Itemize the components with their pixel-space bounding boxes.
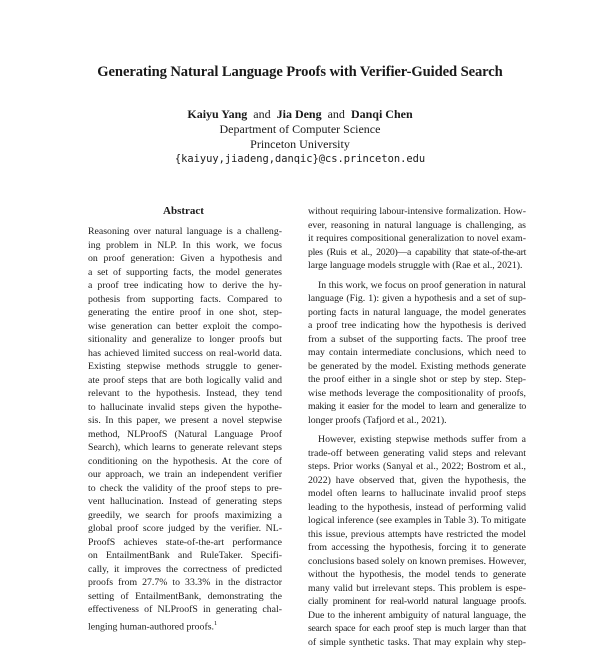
text-line: In this work, we focus on proof generation in natural bbox=[308, 279, 526, 293]
text-line: ples (Ruis et al., 2020)—a capability that state-of-the-art bbox=[308, 246, 526, 260]
text-line: method, NLProofS (Natural Language Proof bbox=[88, 428, 282, 442]
text-line: to check the validity of the proof steps to pre- bbox=[88, 482, 282, 496]
text-line: porting facts in natural language, the model generates bbox=[308, 306, 526, 320]
author-email: {kaiyuy,jiadeng,danqic}@cs.princeton.edu bbox=[0, 152, 600, 167]
text-line: of simple synthetic tasks. That may explain why step- bbox=[308, 636, 526, 649]
text-line: from a subset of the supporting facts. The proof tree bbox=[308, 333, 526, 347]
text-line: 2022) have observed that, given the hypothesis, the bbox=[308, 474, 526, 488]
text-line: greedily, we search for proofs maximizing a bbox=[88, 509, 282, 523]
text-line: on proof generation: Given a hypothesis and bbox=[88, 252, 282, 266]
author-university: Princeton University bbox=[0, 137, 600, 152]
text-line: wise methods leverage the compositionality of proofs, bbox=[308, 387, 526, 401]
abstract-body bbox=[88, 225, 282, 630]
text-line: trade-off between generating valid steps and relevant bbox=[308, 447, 526, 461]
text-line: Due to the inherent ambiguity of natural language, the bbox=[308, 609, 526, 623]
text-line: large language models struggle with (Rae et al., 2021). bbox=[308, 259, 526, 273]
text-line: lenging human-authored proofs.$^1$ bbox=[88, 617, 282, 631]
text-line: Reasoning over natural language is a challeng- bbox=[88, 225, 282, 239]
text-line: our approach, we train an independent verifier bbox=[88, 468, 282, 482]
author-department: Department of Computer Science bbox=[0, 122, 600, 137]
text-line: relevant to the hypothesis. Instead, they tend bbox=[88, 387, 282, 401]
text-line: without requiring labour-intensive formalization. How- bbox=[308, 205, 526, 219]
text-line: Existing stepwise methods struggle to gener- bbox=[88, 360, 282, 374]
text-line: many valid but irrelevant steps. This problem is espe- bbox=[308, 582, 526, 596]
text-line: conclusions based solely on known premises. However, bbox=[308, 555, 526, 569]
text-line: Search), which learns to generate relevant steps bbox=[88, 441, 282, 455]
text-line: to hallucinate invalid steps given the hypothe- bbox=[88, 401, 282, 415]
author-name: Jia Deng bbox=[277, 107, 322, 121]
text-line: without the hypothesis, the model tends to generate bbox=[308, 568, 526, 582]
author-separator: and bbox=[325, 107, 348, 121]
text-line: a proof tree indicating how to derive the hy- bbox=[88, 279, 282, 293]
text-line: ever, reasoning in natural language is challenging, as bbox=[308, 219, 526, 233]
text-line: sitionality and generalize to longer proofs but bbox=[88, 333, 282, 347]
text-line: conditioning on the hypothesis. At the core of bbox=[88, 455, 282, 469]
text-line: pothesis from supporting facts. Compared to bbox=[88, 293, 282, 307]
text-line: steps. Prior works (Sanyal et al., 2022; Bostrom et al., bbox=[308, 460, 526, 474]
text-line: a set of supporting facts, the model generates bbox=[88, 266, 282, 280]
text-line: longer proofs (Tafjord et al., 2021). bbox=[308, 414, 526, 428]
text-line: has achieved limited success on real-world data. bbox=[88, 347, 282, 361]
text-line: ProofS achieves state-of-the-art performance bbox=[88, 536, 282, 550]
text-line: model often learns to hallucinate invalid proof steps bbox=[308, 487, 526, 501]
author-separator: and bbox=[250, 107, 273, 121]
text-line: leading to the hypothesis, instead of performing valid bbox=[308, 501, 526, 515]
footnote-mark: 1 bbox=[214, 620, 217, 627]
text-line: cially prominent for real-world natural language proofs. bbox=[308, 595, 526, 609]
text-line: ate proof steps that are both logically valid and bbox=[88, 374, 282, 388]
text-line: vent hallucination. Instead of generating steps bbox=[88, 495, 282, 509]
text-line: logical inference (see examples in Table 3). To mitigate bbox=[308, 514, 526, 528]
text-line: proofs from 27.7% to 33.3% in the distractor bbox=[88, 576, 282, 590]
author-block bbox=[0, 107, 600, 167]
text-line: sis. In this paper, we present a novel stepwise bbox=[88, 414, 282, 428]
text-line: it requires compositional generalization to novel exam- bbox=[308, 232, 526, 246]
author-names bbox=[0, 107, 600, 122]
text-line: search space for each proof step is much larger than that bbox=[308, 622, 526, 636]
text-line: global proof score judged by the verifier. NL- bbox=[88, 522, 282, 536]
text-line: this issue, previous attempts have restricted the model bbox=[308, 528, 526, 542]
abstract-heading: Abstract bbox=[96, 205, 271, 217]
author-name: Kaiyu Yang bbox=[187, 107, 247, 121]
text-line: making it easier for the model to learn and generalize to bbox=[308, 400, 526, 414]
text-line: a proof tree indicating how the hypothesis is derived bbox=[308, 319, 526, 333]
text-line: on EntailmentBank and RuleTaker. Specifi- bbox=[88, 549, 282, 563]
text-line: be generated by the model. Existing methods generate bbox=[308, 360, 526, 374]
text-line: language (Fig. 1): given a hypothesis and a set of sup- bbox=[308, 292, 526, 306]
paper-title: Generating Natural Language Proofs with Verifier-Guided Search bbox=[0, 64, 600, 81]
text-line: wise generation can better exploit the compo- bbox=[88, 320, 282, 334]
text-line: the proof either in a single shot or step by step. Step- bbox=[308, 373, 526, 387]
author-name: Danqi Chen bbox=[351, 107, 413, 121]
text-line: generating the entire proof in one shot, step- bbox=[88, 306, 282, 320]
text-line: ing problem in NLP. In this work, we focus bbox=[88, 239, 282, 253]
text-line: However, existing stepwise methods suffer from a bbox=[308, 433, 526, 447]
intro-body bbox=[308, 205, 526, 649]
text-line: setting of EntailmentBank, demonstrating the bbox=[88, 590, 282, 604]
text-line: from accessing the hypothesis, forcing it to generate bbox=[308, 541, 526, 555]
text-line: effectiveness of NLProofS in generating chal- bbox=[88, 603, 282, 617]
text-line: may contain intermediate conclusions, which need to bbox=[308, 346, 526, 360]
text-line: cally, it improves the correctness of predicted bbox=[88, 563, 282, 577]
